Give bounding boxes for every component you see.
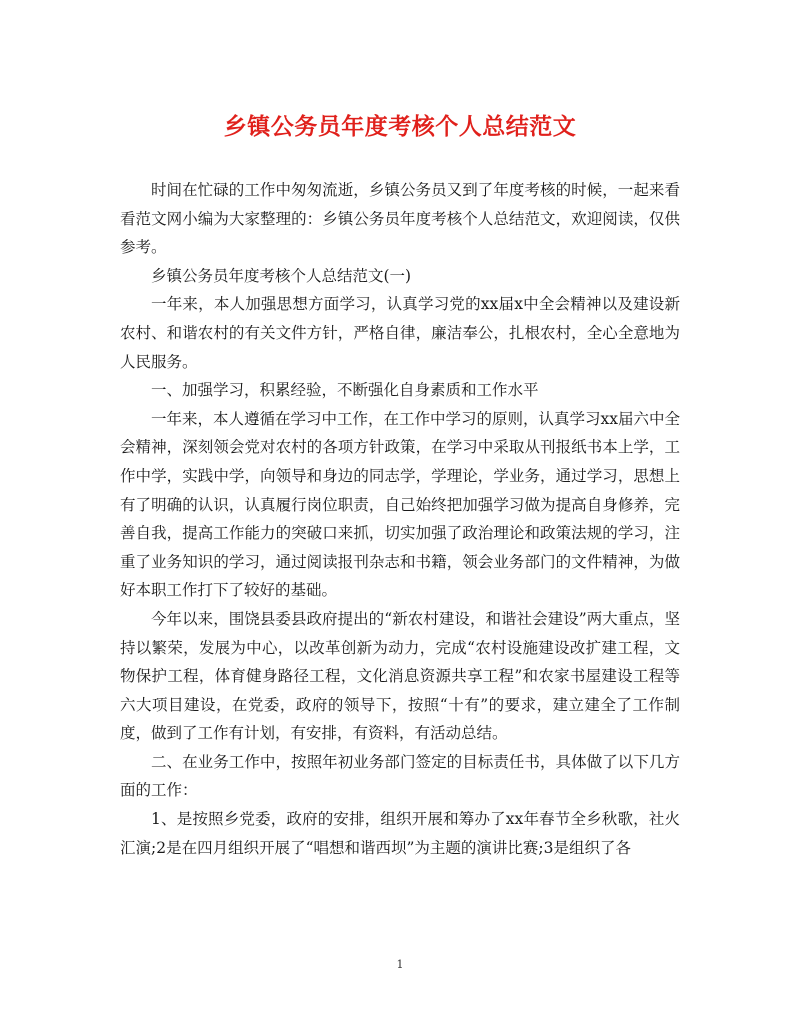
page-number: 1 xyxy=(396,958,404,971)
document-body xyxy=(120,176,680,862)
section-heading: 乡镇公务员年度考核个人总结范文(一) xyxy=(151,266,412,285)
section-subheading: 一、加强学习，积累经验，不断强化自身素质和工作水平 xyxy=(151,381,539,400)
body-paragraph: 1、是按照乡党委，政府的安排，组织开展和筹办了xx年春节全乡秋歌，社火汇演;2是在四月组织开展了“唱想和谐西坝”为主题的演讲比赛;3是组织了各 xyxy=(120,810,680,857)
body-paragraph: 一年来，本人遵循在学习中工作，在工作中学习的原则，认真学习xx届六中全会精神，深刻领会党对农村的各项方针政策，在学习中采取从刊报纸书本上学，工作中学，实践中学，向领导和身边的同志学，学理论，学业务，通过学习，思想上有了明确的认识，认真履行岗位职责，自己始终把加强学习做为提高自身修养，完善自我，提高工作能力的突破口来抓，切实加强了政治理论和政策法规的学习，注重了业务知识的学习，通过阅读报刊杂志和书籍，领会业务部门的文件精神，为做好本职工作打下了较好的基础。 xyxy=(120,409,680,600)
section-subheading: 二、在业务工作中，按照年初业务部门签定的目标责任书，具体做了以下几方面的工作： xyxy=(120,752,680,800)
intro-paragraph: 时间在忙碌的工作中匆匆流逝，乡镇公务员又到了年度考核的时候，一起来看看范文网小编为大家整理的：乡镇公务员年度考核个人总结范文，欢迎阅读，仅供参考。 xyxy=(120,181,680,257)
body-paragraph: 一年来，本人加强思想方面学习，认真学习党的xx届x中全会精神以及建设新农村、和谐农村的有关文件方针，严格自律，廉洁奉公，扎根农村，全心全意地为人民服务。 xyxy=(120,295,680,371)
body-paragraph: 今年以来，围饶县委县政府提出的“新农村建设，和谐社会建设”两大重点，坚持以繁荣，发展为中心，以改革创新为动力，完成“农村设施建设改扩建工程，文物保护工程，体育健身路径工程，文化消息资源共享工程”和农家书屋建设工程等六大项目建设，在党委，政府的领导下，按照“十有”的要求，建立建全了工作制度，做到了工作有计划，有安排，有资料，有活动总结。 xyxy=(120,609,680,743)
document-title: 乡镇公务员年度考核个人总结范文 xyxy=(223,113,577,140)
